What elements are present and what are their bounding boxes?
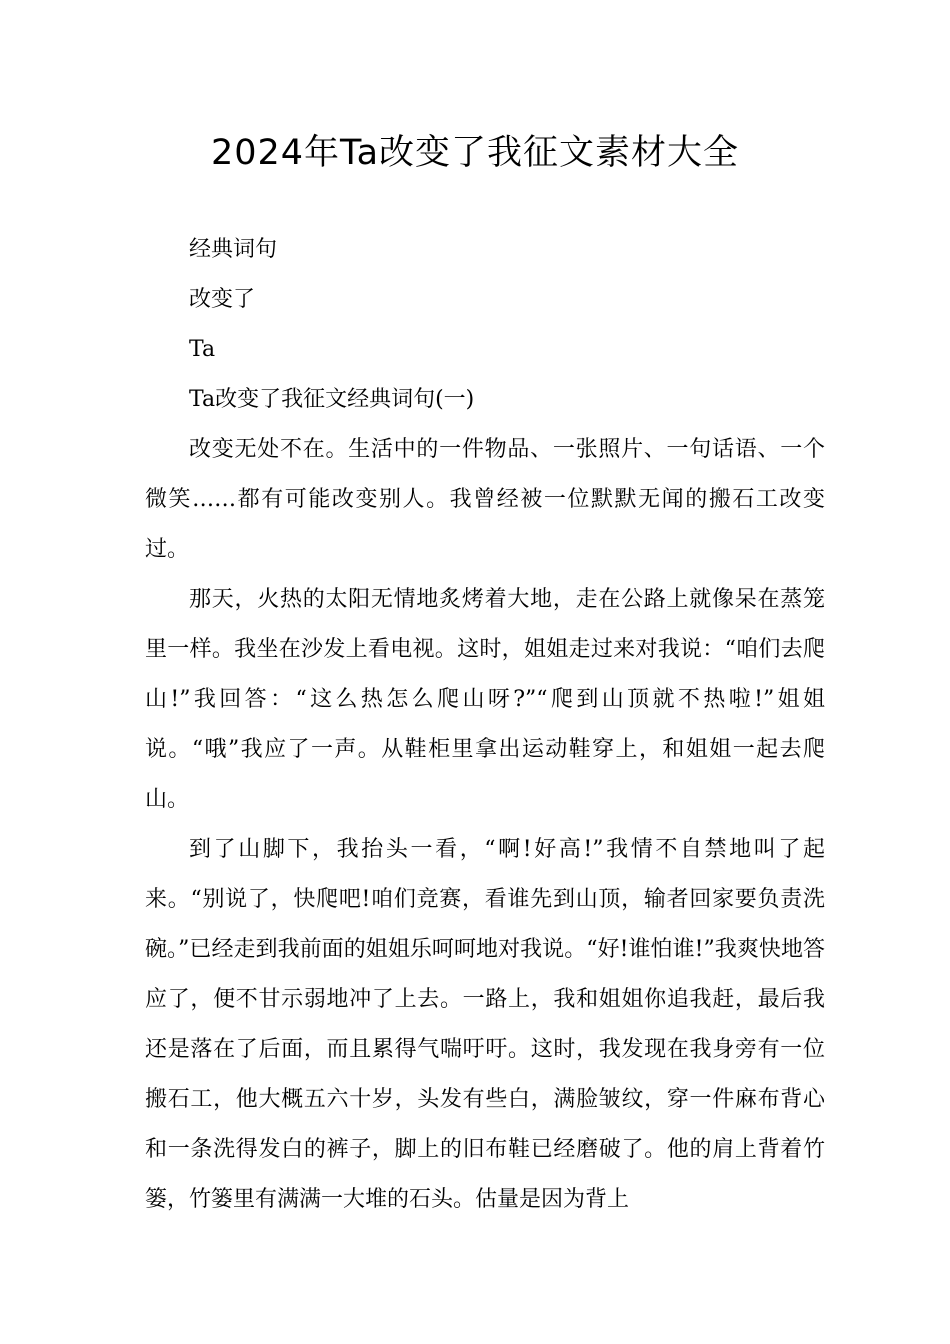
heading-line-4: Ta改变了我征文经典词句(一) — [189, 387, 475, 412]
paragraph-3: 到了山脚下，我抬头一看，“啊!好高!”我情不自禁地叫了起来。“别说了，快爬吧!咱们竞赛，看谁先到山顶，输者回家要负责洗碗。”已经走到我前面的姐姐乐呵呵地对我说。“好!谁怕谁!”我爽快地答应了，便不甘示弱地冲了上去。一路上，我和姐姐你追我赶，最后我还是落在了后面，而且累得气喘吁吁。这时，我发现在我身旁有一位搬石工，他大概五六十岁，头发有些白，满脸皱纹，穿一件麻布背心和一条洗得发白的裤子，脚上的旧布鞋已经磨破了。他的肩上背着竹篓，竹篓里有满满一大堆的石头。估量是因为背上 — [145, 837, 825, 1212]
paragraph-2: 那天，火热的太阳无情地炙烤着大地，走在公路上就像呆在蒸笼里一样。我坐在沙发上看电视。这时，姐姐走过来对我说：“咱们去爬山!”我回答：“这么热怎么爬山呀?”“爬到山顶就不热啦!”姐姐说。“哦”我应了一声。从鞋柜里拿出运动鞋穿上，和姐姐一起去爬山。 — [145, 587, 825, 812]
document-title: 2024年Ta改变了我征文素材大全 — [210, 133, 740, 173]
document-body — [145, 225, 825, 1225]
heading-line-1: 经典词句 — [189, 237, 278, 262]
paragraph-1: 改变无处不在。生活中的一件物品、一张照片、一句话语、一个微笑……都有可能改变别人。我曾经被一位默默无闻的搬石工改变过。 — [145, 437, 825, 562]
heading-line-3: Ta — [189, 337, 216, 362]
heading-line-2: 改变了 — [189, 287, 256, 312]
